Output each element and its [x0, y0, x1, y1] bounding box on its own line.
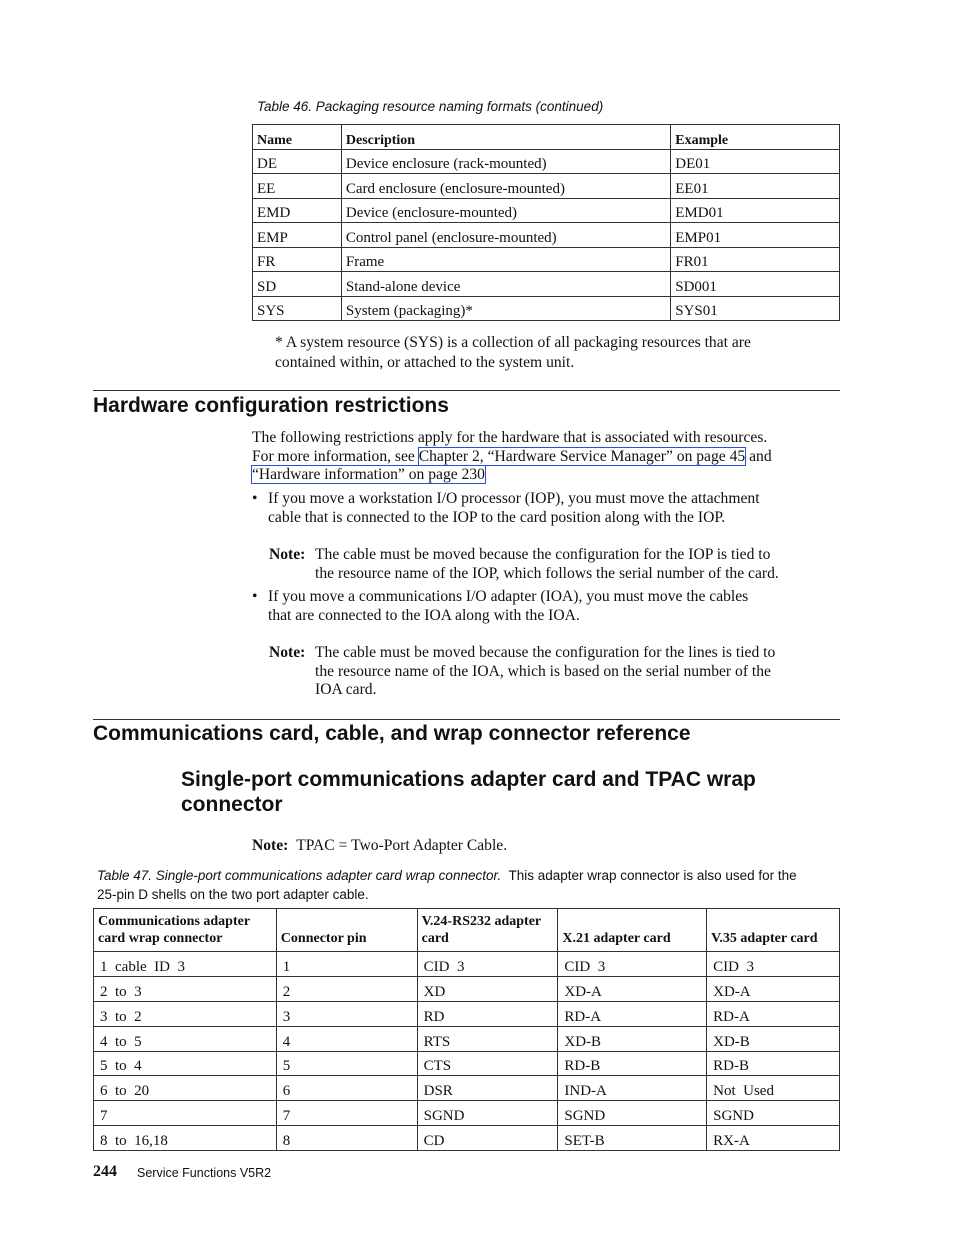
table-cell: RX-A [707, 1126, 840, 1151]
table46-header-description: Description [341, 125, 670, 150]
note-line: The cable must be moved because the configuration for the IOP is tied to [315, 546, 771, 563]
table-row [253, 149, 840, 174]
table46-footnote [275, 334, 751, 372]
note-label: Note: [252, 837, 289, 854]
table-cell: RTS [417, 1026, 558, 1051]
list-item-line: cable that is connected to the IOP to the card position along with the IOP. [268, 508, 726, 526]
table46-caption: Table 46. Packaging resource naming formats (continued) [257, 99, 604, 114]
table-cell: SD [253, 272, 342, 297]
table-cell: SGND [558, 1101, 707, 1126]
table-cell: 7 [94, 1101, 277, 1126]
link-chapter2-hardware-service-manager[interactable]: Chapter 2, “Hardware Service Manager” on page 45 [418, 447, 746, 465]
table-cell: DSR [417, 1076, 558, 1101]
table-cell: XD-B [707, 1026, 840, 1051]
table-row [253, 272, 840, 297]
bullet-icon: • [252, 588, 258, 605]
section-divider [93, 390, 840, 391]
footnote-line: contained within, or attached to the system unit. [275, 353, 575, 371]
table-row [94, 1126, 840, 1151]
table-cell: Frame [341, 247, 670, 272]
table-cell: SGND [707, 1101, 840, 1126]
note-line: The cable must be moved because the configuration for the lines is tied to [315, 644, 776, 661]
note-line: the resource name of the IOP, which follows the serial number of the card. [315, 564, 779, 582]
table-cell: SD001 [671, 272, 840, 297]
table-cell: CID 3 [707, 952, 840, 977]
note-text [315, 546, 845, 583]
table-cell: FR01 [671, 247, 840, 272]
header-line: V.35 adapter card [711, 931, 818, 946]
table47-header-v24 [417, 909, 558, 952]
table-row [253, 198, 840, 223]
note-text [315, 644, 845, 700]
tpac-note [252, 837, 507, 856]
table-cell: EMD [253, 198, 342, 223]
table47-header-wrap-connector [94, 909, 277, 952]
table-cell: SYS [253, 296, 342, 321]
list-item [268, 490, 843, 527]
header-line: Communications adapter [98, 914, 251, 929]
table-cell: 6 to 20 [94, 1076, 277, 1101]
table-cell: EMD01 [671, 198, 840, 223]
table-cell: 4 to 5 [94, 1026, 277, 1051]
table47-caption [97, 866, 842, 904]
list-item-line: If you move a communications I/O adapter (IOA), you must move the cables [268, 588, 749, 605]
table-cell: RD [417, 1001, 558, 1026]
table-cell: EE [253, 174, 342, 199]
table-cell: SET-B [558, 1126, 707, 1151]
table46-header-example: Example [671, 125, 840, 150]
table-cell: Stand-alone device [341, 272, 670, 297]
table-cell: 5 [276, 1051, 417, 1076]
table-cell: 8 to 16,18 [94, 1126, 277, 1151]
intro-line [252, 448, 842, 467]
table46-header-row [253, 125, 840, 150]
table-row [94, 1101, 840, 1126]
caption-line [97, 866, 842, 885]
section-title-hardware: Hardware configuration restrictions [93, 394, 449, 417]
table-row [253, 174, 840, 199]
table-cell: RD-B [558, 1051, 707, 1076]
note-line: IOA card. [315, 681, 377, 698]
table-cell: EMP01 [671, 223, 840, 248]
table-cell: XD-A [707, 976, 840, 1001]
table-row [253, 247, 840, 272]
subsection-title [181, 767, 841, 817]
intro-line: The following restrictions apply for the hardware that is associated with resources. [252, 429, 768, 446]
table46-header-name: Name [253, 125, 342, 150]
table47 [93, 908, 840, 1151]
table-cell: DE01 [671, 149, 840, 174]
table-row [94, 1076, 840, 1101]
table-cell: Device (enclosure-mounted) [341, 198, 670, 223]
header-line: X.21 adapter card [562, 931, 671, 946]
table-cell: CD [417, 1126, 558, 1151]
table-cell: CID 3 [417, 952, 558, 977]
table-row [94, 952, 840, 977]
note-text: TPAC = Two-Port Adapter Cable. [296, 837, 508, 854]
hardware-intro [252, 429, 842, 485]
table-cell: 5 to 4 [94, 1051, 277, 1076]
table-cell: Control panel (enclosure-mounted) [341, 223, 670, 248]
table-cell: Card enclosure (enclosure-mounted) [341, 174, 670, 199]
page-number: 244 [93, 1163, 117, 1180]
table-cell: 6 [276, 1076, 417, 1101]
caption-italic: Table 47. Single-port communications adapter card wrap connector. [97, 868, 502, 883]
section-divider [93, 719, 840, 720]
table-cell: RD-B [707, 1051, 840, 1076]
table47-header-v35 [707, 909, 840, 952]
subsection-title-line: Single-port communications adapter card and TPAC wrap [181, 768, 756, 791]
bullet-icon: • [252, 490, 258, 507]
subsection-title-line: connector [181, 793, 283, 816]
book-title: Service Functions V5R2 [137, 1166, 272, 1180]
table-row [253, 223, 840, 248]
table-cell: 1 cable ID 3 [94, 952, 277, 977]
table47-header-connector-pin [276, 909, 417, 952]
table-cell: FR [253, 247, 342, 272]
table-cell: XD [417, 976, 558, 1001]
table46 [252, 124, 840, 321]
table-cell: RD-A [707, 1001, 840, 1026]
table47-header-x21 [558, 909, 707, 952]
intro-text: and [745, 447, 772, 465]
caption-normal: This adapter wrap connector is also used for the [508, 868, 797, 883]
link-hardware-information[interactable]: “Hardware information” on page 230 [252, 466, 485, 483]
caption-line: 25-pin D shells on the two port adapter cable. [97, 887, 369, 902]
table-row [94, 976, 840, 1001]
table-cell: CTS [417, 1051, 558, 1076]
table-cell: 3 [276, 1001, 417, 1026]
table-cell: RD-A [558, 1001, 707, 1026]
table-cell: 8 [276, 1126, 417, 1151]
table-row [94, 1051, 840, 1076]
table-cell: Not Used [707, 1076, 840, 1101]
table-cell: 2 to 3 [94, 976, 277, 1001]
table-cell: XD-A [558, 976, 707, 1001]
table-cell: Device enclosure (rack-mounted) [341, 149, 670, 174]
table-cell: DE [253, 149, 342, 174]
table-cell: EMP [253, 223, 342, 248]
table47-header-row [94, 909, 840, 952]
header-line: V.24-RS232 adapter [421, 914, 542, 929]
table-cell: 1 [276, 952, 417, 977]
list-item-line: If you move a workstation I/O processor (IOP), you must move the attachment [268, 490, 760, 507]
list-item [268, 588, 843, 625]
table-row [94, 1026, 840, 1051]
table-row [94, 1001, 840, 1026]
table-row [253, 296, 840, 321]
intro-text: For more information, see [252, 447, 419, 465]
table-cell: System (packaging)* [341, 296, 670, 321]
table-cell: SYS01 [671, 296, 840, 321]
intro-line [252, 466, 842, 485]
header-line: card [421, 931, 449, 946]
table-cell: 2 [276, 976, 417, 1001]
footnote-line: * A system resource (SYS) is a collection of all packaging resources that are [275, 334, 751, 351]
table-cell: IND-A [558, 1076, 707, 1101]
table-cell: SGND [417, 1101, 558, 1126]
table-cell: 7 [276, 1101, 417, 1126]
note-label: Note: [269, 644, 306, 661]
header-line: Connector pin [280, 931, 367, 946]
table-cell: 3 to 2 [94, 1001, 277, 1026]
note-label: Note: [269, 546, 306, 563]
header-line: card wrap connector [98, 931, 223, 946]
table-cell: EE01 [671, 174, 840, 199]
note-line: the resource name of the IOA, which is based on the serial number of the [315, 662, 771, 680]
table-cell: CID 3 [558, 952, 707, 977]
section-title-communications: Communications card, cable, and wrap connector reference [93, 722, 691, 745]
table-cell: 4 [276, 1026, 417, 1051]
list-item-line: that are connected to the IOA along with the IOA. [268, 606, 580, 624]
table-cell: XD-B [558, 1026, 707, 1051]
